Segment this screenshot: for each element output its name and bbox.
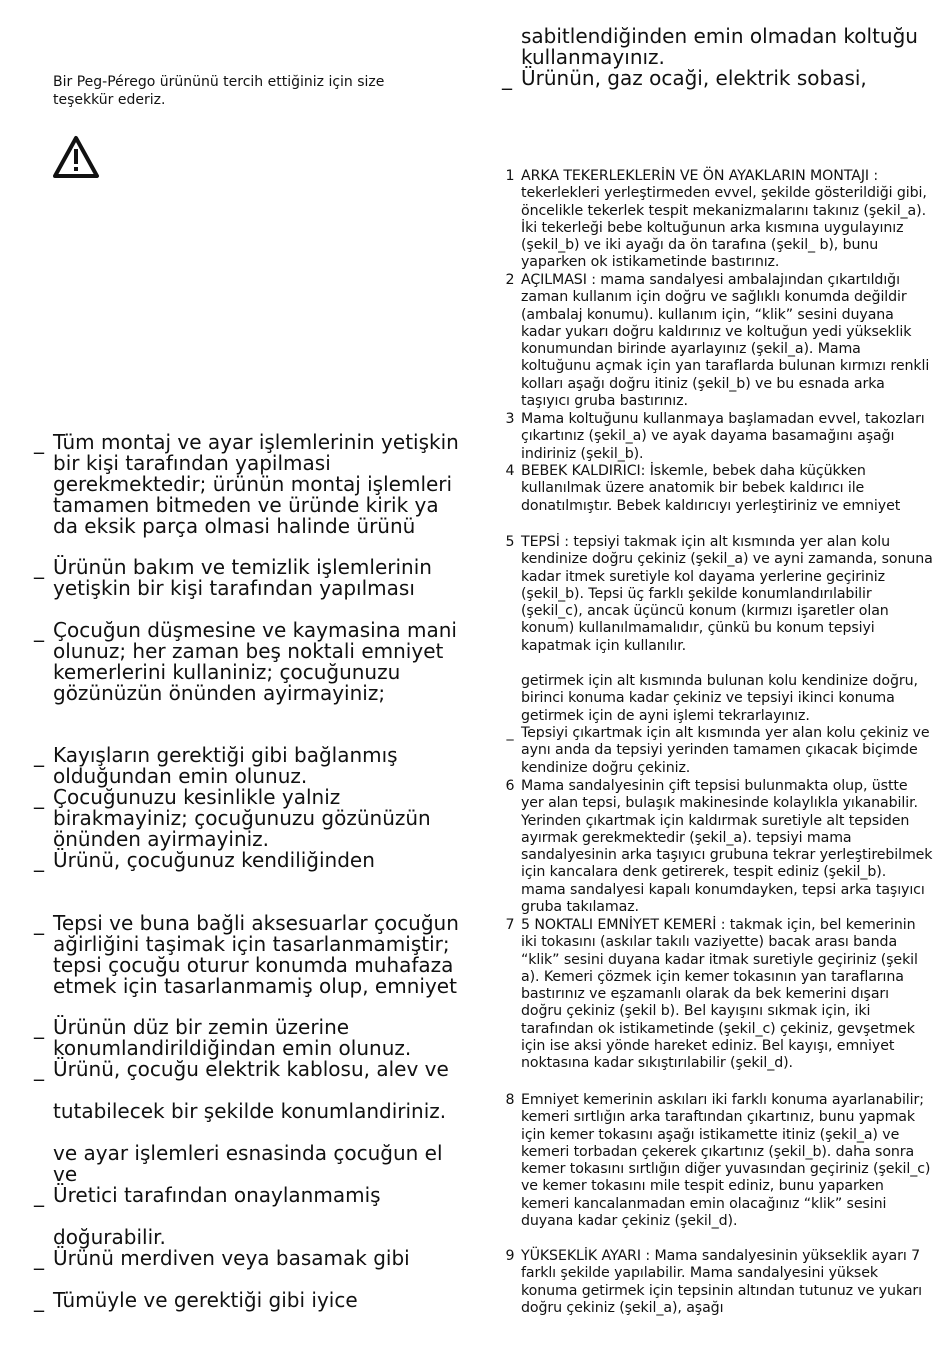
warning-item: _ Ürünü, çocuğunuz kendiliğinden <box>34 848 375 872</box>
warning-item: _ Ürünü, çocuğu elektrik kablosu, alev ve <box>34 1057 449 1081</box>
instruction-item: 6 Mama sandalyesinin çift tepsisi bulunmakta olup, üstte yer alan tepsi, bulaşık makinesinde kolaylıkla yıkanabilir. Yerinden çıkartmak için kaldırmak suretiyle alt tepsiden ayırmak gerekmektedir (şekil_a). tepsiyi mama sandalyesinin arka taşıyıcı grubuna tekrar yerleştirebilmek için kancalara denk getirerek, tespit ediniz (şekil_b). mama sandalyesi kapalı konumdayken, tepsi arka taşıyıcı gruba takılamaz. <box>505 778 933 916</box>
warning-fragment: tutabilecek bir şekilde konumlandiriniz. <box>53 1099 447 1123</box>
warning-fragment: doğurabilir. <box>53 1225 166 1249</box>
warning-item: _ Ürünü merdiven veya basamak gibi <box>34 1246 410 1270</box>
instruction-item: 9 YÜKSEKLİK AYARI : Mama sandalyesinin yükseklik ayarı 7 farklı şekilde yapılabilir. Mama sandalyesini yüksek konuma getirmek için tepsinin altından tutunuz ve yukarı doğru çekiniz (şekil_a), aşağı <box>505 1248 922 1316</box>
warning-continuation: sabitlendiğinden emin olmadan koltuğu kullanmayınız. <box>521 24 918 69</box>
instruction-item: 7 5 NOKTALI EMNİYET KEMERİ : takmak için, bel kemerinin iki tokasını (askılar takılı vaziyette) bacak arası banda “klik” sesini duyana kadar itmak suretiyle geçiriniz (şekil a). Kemeri çözmek için kemer tokasının yan taraflarına bastırınız ve eşzamanlı olarak da bek kemerini dışarı doğru çekiniz (şekil b). Bel kayışını sıkmak için, iki tarafından ok istikametinde (şekil_c) çekiniz, gevşetmek için ise aksi yönde hareket ediniz. Bel kayışı, emniyet noktasına kadar sıkıştırılabilir (şekil_d). <box>505 917 918 1072</box>
warning-triangle-icon <box>52 135 100 179</box>
intro-text: Bir Peg-Pérego ürününü tercih ettiğiniz için size teşekkür ederiz. <box>53 74 385 108</box>
warning-item: _ Tüm montaj ve ayar işlemlerinin yetişkin bir kişi tarafından yapilmasi gerekmektedir; ürünün montaj işlemleri tamamen bitmeden ve üründe kirik ya da eksik parça olmasi halinde ürünü <box>34 430 459 538</box>
instruction-item: 5 TEPSİ : tepsiyi takmak için alt kısmında yer alan kolu kendinize doğru çekiniz (şekil_a) ve ayni zamanda, sonuna kadar itmek suretiyle kol dayama yerlerine geçiriniz (şekil_b). Tepsi üç farklı şekilde konumlandırılabilir (şekil_c), ancak üçüncü konum (kırmızı işaretler olan konum) kullanılmamalıdır, çünkü bu konum tepsiyi kapatmak için kullanılır. <box>505 534 933 654</box>
warning-item: _ Çocuğunuzu kesinlikle yalniz birakmayiniz; çocuğunuzu gözünüzün önünden ayirmayiniz. <box>34 785 431 851</box>
warning-item: _ Ürünün bakım ve temizlik işlemlerinin yetişkin bir kişi tarafından yapılması <box>34 555 432 600</box>
warning-fragment: ve ayar işlemleri esnasinda çocuğun el ve <box>53 1141 443 1186</box>
instruction-item: _ Tepsiyi çıkartmak için alt kısmında yer alan kolu çekiniz ve aynı anda da tepsiyi yerinden tamamen çıkacak biçimde kendinize doğru çekiniz. <box>506 725 930 776</box>
instruction-item: 2 AÇILMASI : mama sandalyesi ambalajından çıkartıldığı zaman kullanım için doğru ve sağlıklı konumda değildir (ambalaj konumu). kullanım için, “klik” sesini duyana kadar yukarı doğru kaldırınız ve koltuğun yedi yükseklik konumundan birinde ayarlayınız (şekil_a). Mama koltuğunu açmak için yan taraflarda bulunan kırmızı renkli kolları aşağı doğru itiniz (şekil_b) ve bu esnada arka taşıyıcı gruba bastırınız. <box>505 272 930 410</box>
warning-item: _ Çocuğun düşmesine ve kaymasina mani olunuz; her zaman beş noktali emniyet kemerlerini kullaniniz; çocuğunuzu gözünüzün önünden ayirmayiniz; <box>34 618 457 705</box>
instruction-item: 8 Emniyet kemerinin askıları iki farklı konuma ayarlanabilir; kemeri sırtlığın arka taraftından çıkartınız, bunu yapmak için kemer tokasını aşağı istikamette itiniz (şekil_a) ve kemeri torbadan çekerek çıkartınız (şekil_b). daha sonra kemer tokasını sırtlığın diğer yuvasından geçiriniz (şekil_c) ve kemer tokasını mile tespit ediniz, bunu yaparken kemeri kancalanmadan emin olacağınız “klik” sesini duyana kadar çekiniz (şekil_d). <box>505 1092 931 1230</box>
warning-item: _ Üretici tarafından onaylanmamiş <box>34 1183 381 1207</box>
instruction-item: 4 BEBEK KALDIRICI: İskemle, bebek daha küçükken kullanılmak üzere anatomik bir bebek kaldırıcı ile donatılmıştır. Bebek kaldırıcıyı yerleştiriniz ve emniyet <box>505 463 901 514</box>
instruction-item: getirmek için alt kısmında bulunan kolu kendinize doğru, birinci konuma kadar çekiniz ve tepsiyi ikinci konuma getirmek için de ayni işlemi tekrarlayınız. <box>521 673 918 724</box>
instruction-item: 1 ARKA TEKERLEKLERİN VE ÖN AYAKLARIN MONTAJI : tekerlekleri yerleştirmeden evvel, şekilde gösterildiği gibi, öncelikle tekerlek tespit mekanizmalarını takınız (şekil_a). İki tekerleği bebe koltuğunun arka kısmına uygulayınız (şekil_b) ve iki ayağı da ön tarafına (şekil_ b), bunu yaparken ok istikametinde bastırınız. <box>505 168 927 271</box>
warning-item: _ Kayışların gerektiği gibi bağlanmış olduğundan emin olunuz. <box>34 743 398 788</box>
warning-item: _ Ürünün düz bir zemin üzerine konumlandirildiğindan emin olunuz. <box>34 1015 412 1060</box>
warning-item: _ Tümüyle ve gerektiği gibi iyice <box>34 1288 358 1312</box>
warning-item: _ Tepsi ve buna bağli aksesuarlar çocuğun ağirliğini taşimak için tasarlanmamiştir; tepsi çocuğu oturur konumda muhafaza etmek için tasarlanmamiş olup, emniyet <box>34 911 459 998</box>
instruction-item: 3 Mama koltuğunu kullanmaya başlamadan evvel, takozları çıkartınız (şekil_a) ve ayak dayama basamağını aşağı indiriniz (şekil_b). <box>505 411 925 462</box>
warning-item: _ Ürünün, gaz ocaği, elektrik sobasi, <box>502 66 867 90</box>
